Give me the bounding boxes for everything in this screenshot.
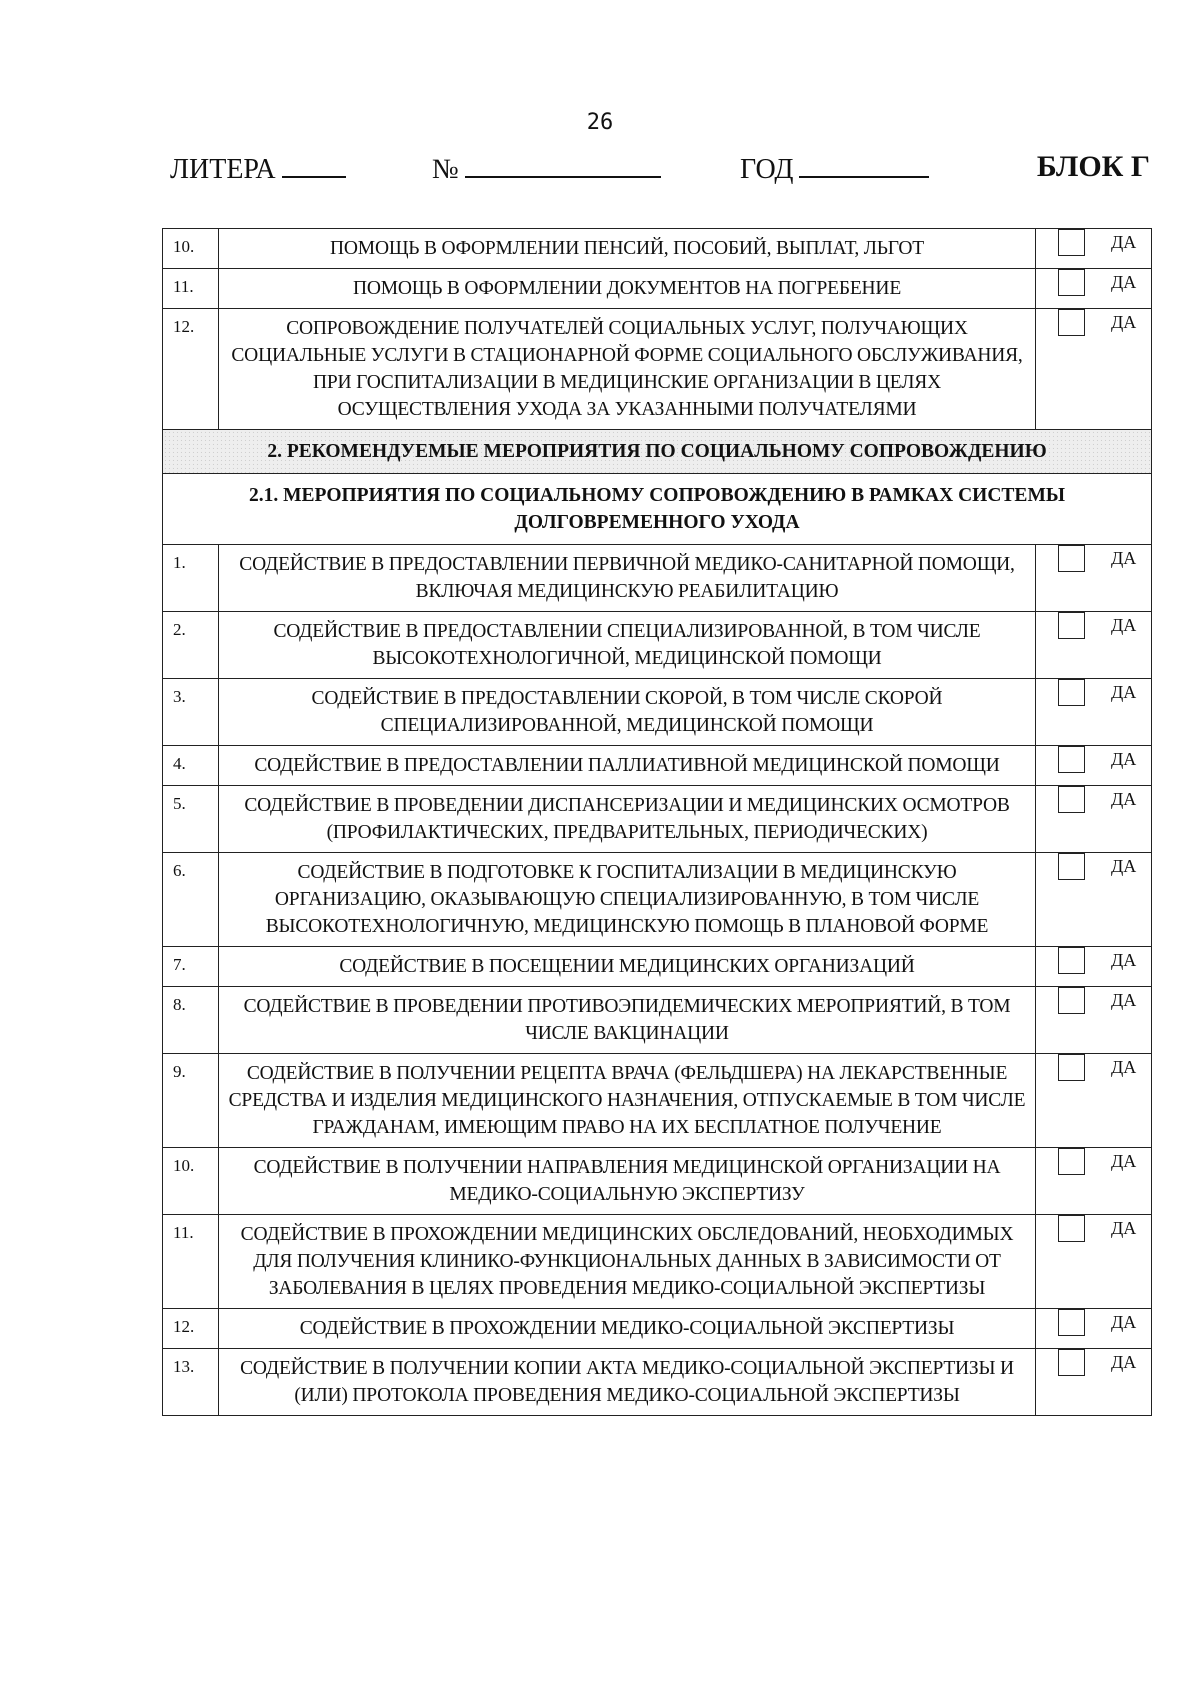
yes-checkbox[interactable] [1058,1215,1085,1242]
table-row [163,987,1152,1054]
row-checkbox-cell [1036,746,1152,786]
row-checkbox-cell [1036,1148,1152,1215]
row-checkbox-cell [1036,947,1152,987]
table-section-bottom [163,545,1152,1416]
yes-checkbox[interactable] [1058,947,1085,974]
table-row [163,786,1152,853]
yes-label: ДА [1111,990,1137,1010]
yes-checkbox[interactable] [1058,679,1085,706]
yes-label: ДА [1111,232,1137,252]
table-row [163,545,1152,612]
row-number: 1. [163,545,219,612]
row-number: 8. [163,987,219,1054]
row-text: СОДЕЙСТВИЕ В ПРЕДОСТАВЛЕНИИ СПЕЦИАЛИЗИРОВАННОЙ, В ТОМ ЧИСЛЕ ВЫСОКОТЕХНОЛОГИЧНОЙ, МЕДИЦИНСКОЙ ПОМОЩИ [219,612,1036,679]
yes-label: ДА [1111,682,1137,702]
row-number: 6. [163,853,219,947]
row-checkbox-cell [1036,786,1152,853]
row-checkbox-cell [1036,679,1152,746]
yes-label: ДА [1111,789,1137,809]
yes-label: ДА [1111,548,1137,568]
number-label: № [432,154,459,185]
row-number: 5. [163,786,219,853]
yes-checkbox[interactable] [1058,746,1085,773]
row-text: СОДЕЙСТВИЕ В ПОЛУЧЕНИИ КОПИИ АКТА МЕДИКО-СОЦИАЛЬНОЙ ЭКСПЕРТИЗЫ И (ИЛИ) ПРОТОКОЛА ПРОВЕДЕНИЯ МЕДИКО-СОЦИАЛЬНОЙ ЭКСПЕРТИЗЫ [219,1349,1036,1416]
page-number: 26 [586,110,614,135]
yes-label: ДА [1111,856,1137,876]
row-text: СОПРОВОЖДЕНИЕ ПОЛУЧАТЕЛЕЙ СОЦИАЛЬНЫХ УСЛУГ, ПОЛУЧАЮЩИХ СОЦИАЛЬНЫЕ УСЛУГИ В СТАЦИОНАРНОЙ ФОРМЕ СОЦИАЛЬНОГО ОБСЛУЖИВАНИЯ, ПРИ ГОСПИТАЛИЗАЦИИ В МЕДИЦИНСКИЕ ОРГАНИЗАЦИИ В ЦЕЛЯХ ОСУЩЕСТВЛЕНИЯ УХОДА ЗА УКАЗАННЫМИ ПОЛУЧАТЕЛЯМИ [219,309,1036,430]
row-checkbox-cell [1036,269,1152,309]
services-table [162,228,1152,1416]
row-number: 10. [163,229,219,269]
table-row [163,269,1152,309]
number-field [432,150,661,186]
row-text: СОДЕЙСТВИЕ В ПРОВЕДЕНИИ ПРОТИВОЭПИДЕМИЧЕСКИХ МЕРОПРИЯТИЙ, В ТОМ ЧИСЛЕ ВАКЦИНАЦИИ [219,987,1036,1054]
yes-checkbox[interactable] [1058,853,1085,880]
row-number: 2. [163,612,219,679]
row-number: 7. [163,947,219,987]
row-text: СОДЕЙСТВИЕ В ПРОХОЖДЕНИИ МЕДИКО-СОЦИАЛЬНОЙ ЭКСПЕРТИЗЫ [219,1309,1036,1349]
table-section-headers [163,430,1152,545]
row-number: 3. [163,679,219,746]
row-text: СОДЕЙСТВИЕ В ПРОВЕДЕНИИ ДИСПАНСЕРИЗАЦИИ И МЕДИЦИНСКИХ ОСМОТРОВ (ПРОФИЛАКТИЧЕСКИХ, ПРЕДВАРИТЕЛЬНЫХ, ПЕРИОДИЧЕСКИХ) [219,786,1036,853]
row-number: 4. [163,746,219,786]
yes-label: ДА [1111,312,1137,332]
row-checkbox-cell [1036,1215,1152,1309]
yes-checkbox[interactable] [1058,1054,1085,1081]
row-number: 11. [163,269,219,309]
yes-label: ДА [1111,615,1137,635]
row-text: СОДЕЙСТВИЕ В ПОДГОТОВКЕ К ГОСПИТАЛИЗАЦИИ В МЕДИЦИНСКУЮ ОРГАНИЗАЦИЮ, ОКАЗЫВАЮЩУЮ СПЕЦИАЛИЗИРОВАННУЮ, В ТОМ ЧИСЛЕ ВЫСОКОТЕХНОЛОГИЧНУЮ, МЕДИЦИНСКУЮ ПОМОЩЬ В ПЛАНОВОЙ ФОРМЕ [219,853,1036,947]
yes-label: ДА [1111,1057,1137,1077]
litera-field [170,150,346,186]
row-checkbox-cell [1036,545,1152,612]
row-text: СОДЕЙСТВИЕ В ПРОХОЖДЕНИИ МЕДИЦИНСКИХ ОБСЛЕДОВАНИЙ, НЕОБХОДИМЫХ ДЛЯ ПОЛУЧЕНИЯ КЛИНИКО-ФУНКЦИОНАЛЬНЫХ ДАННЫХ В ЗАВИСИМОСТИ ОТ ЗАБОЛЕВАНИЯ В ЦЕЛЯХ ПРОВЕДЕНИЯ МЕДИКО-СОЦИАЛЬНОЙ ЭКСПЕРТИЗЫ [219,1215,1036,1309]
number-input-line[interactable] [465,150,661,178]
subsection-title: 2.1. МЕРОПРИЯТИЯ ПО СОЦИАЛЬНОМУ СОПРОВОЖДЕНИЮ В РАМКАХ СИСТЕМЫ ДОЛГОВРЕМЕННОГО УХОДА [163,474,1152,545]
row-number: 12. [163,1309,219,1349]
table-row [163,1148,1152,1215]
year-label: ГОД [740,154,794,185]
row-checkbox-cell [1036,229,1152,269]
row-number: 12. [163,309,219,430]
row-number: 13. [163,1349,219,1416]
year-field [740,150,929,186]
row-checkbox-cell [1036,1349,1152,1416]
yes-label: ДА [1111,1218,1137,1238]
yes-checkbox[interactable] [1058,269,1085,296]
row-checkbox-cell [1036,309,1152,430]
table-row [163,1215,1152,1309]
row-text: СОДЕЙСТВИЕ В ПРЕДОСТАВЛЕНИИ СКОРОЙ, В ТОМ ЧИСЛЕ СКОРОЙ СПЕЦИАЛИЗИРОВАННОЙ, МЕДИЦИНСКОЙ ПОМОЩИ [219,679,1036,746]
table-row [163,746,1152,786]
table-row [163,309,1152,430]
row-checkbox-cell [1036,612,1152,679]
section-title: 2. РЕКОМЕНДУЕМЫЕ МЕРОПРИЯТИЯ ПО СОЦИАЛЬНОМУ СОПРОВОЖДЕНИЮ [163,430,1152,474]
document-header [170,150,1150,190]
block-label: БЛОК Г [1036,150,1150,183]
yes-checkbox[interactable] [1058,1349,1085,1376]
row-text: ПОМОЩЬ В ОФОРМЛЕНИИ ДОКУМЕНТОВ НА ПОГРЕБЕНИЕ [219,269,1036,309]
litera-label: ЛИТЕРА [170,154,276,185]
row-text: СОДЕЙСТВИЕ В ПОЛУЧЕНИИ РЕЦЕПТА ВРАЧА (ФЕЛЬДШЕРА) НА ЛЕКАРСТВЕННЫЕ СРЕДСТВА И ИЗДЕЛИЯ МЕДИЦИНСКОГО НАЗНАЧЕНИЯ, ОТПУСКАЕМЫЕ В ТОМ ЧИСЛЕ ГРАЖДАНАМ, ИМЕЮЩИМ ПРАВО НА ИХ БЕСПЛАТНОЕ ПОЛУЧЕНИЕ [219,1054,1036,1148]
table-row [163,1054,1152,1148]
row-text: СОДЕЙСТВИЕ В ПОЛУЧЕНИИ НАПРАВЛЕНИЯ МЕДИЦИНСКОЙ ОРГАНИЗАЦИИ НА МЕДИКО-СОЦИАЛЬНУЮ ЭКСПЕРТИЗУ [219,1148,1036,1215]
yes-checkbox[interactable] [1058,1309,1085,1336]
row-number: 9. [163,1054,219,1148]
yes-label: ДА [1111,1151,1137,1171]
yes-checkbox[interactable] [1058,1148,1085,1175]
yes-label: ДА [1111,1352,1137,1372]
row-text: СОДЕЙСТВИЕ В ПРЕДОСТАВЛЕНИИ ПАЛЛИАТИВНОЙ МЕДИЦИНСКОЙ ПОМОЩИ [219,746,1036,786]
litera-input-line[interactable] [282,150,346,178]
row-checkbox-cell [1036,987,1152,1054]
table-row [163,612,1152,679]
yes-checkbox[interactable] [1058,545,1085,572]
table-row [163,947,1152,987]
row-number: 10. [163,1148,219,1215]
yes-label: ДА [1111,950,1137,970]
row-checkbox-cell [1036,853,1152,947]
row-checkbox-cell [1036,1309,1152,1349]
table-row [163,1309,1152,1349]
yes-checkbox[interactable] [1058,309,1085,336]
yes-label: ДА [1111,749,1137,769]
yes-checkbox[interactable] [1058,786,1085,813]
row-number: 11. [163,1215,219,1309]
year-input-line[interactable] [799,150,929,178]
table-row [163,679,1152,746]
row-checkbox-cell [1036,1054,1152,1148]
table-row [163,229,1152,269]
table-row [163,1349,1152,1416]
yes-checkbox[interactable] [1058,612,1085,639]
yes-checkbox[interactable] [1058,987,1085,1014]
yes-label: ДА [1111,272,1137,292]
yes-checkbox[interactable] [1058,229,1085,256]
table-section-top [163,229,1152,430]
row-text: СОДЕЙСТВИЕ В ПРЕДОСТАВЛЕНИИ ПЕРВИЧНОЙ МЕДИКО-САНИТАРНОЙ ПОМОЩИ, ВКЛЮЧАЯ МЕДИЦИНСКУЮ РЕАБИЛИТАЦИЮ [219,545,1036,612]
table-row [163,853,1152,947]
row-text: СОДЕЙСТВИЕ В ПОСЕЩЕНИИ МЕДИЦИНСКИХ ОРГАНИЗАЦИЙ [219,947,1036,987]
row-text: ПОМОЩЬ В ОФОРМЛЕНИИ ПЕНСИЙ, ПОСОБИЙ, ВЫПЛАТ, ЛЬГОТ [219,229,1036,269]
yes-label: ДА [1111,1312,1137,1332]
